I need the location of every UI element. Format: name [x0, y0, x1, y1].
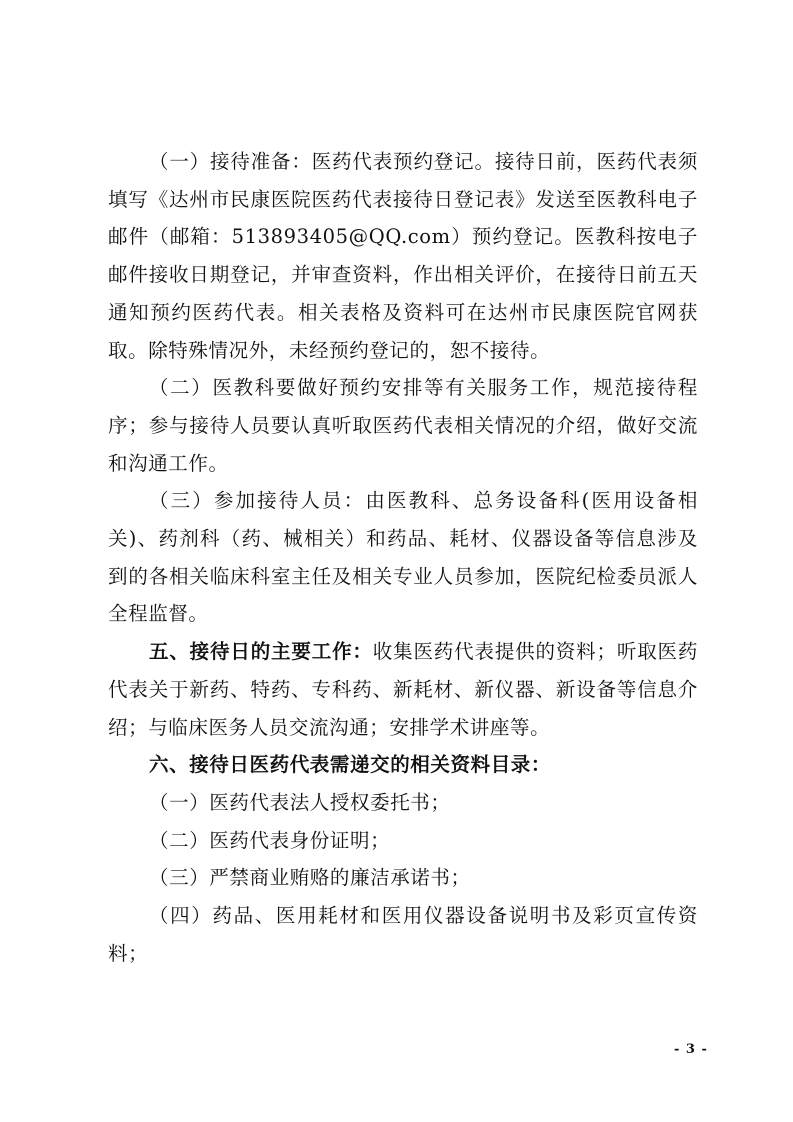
- section-five-main-work: [108, 633, 698, 746]
- list-item-product-manuals: [108, 897, 698, 972]
- paragraph-text: （三）参加接待人员：由医教科、总务设备科(医用设备相关)、药剂科（药、械相关）和药品、耗材、仪器设备等信息涉及到的各相关临床科室主任及相关专业人员参加，医院纪检委员派人全程监督。: [108, 489, 698, 626]
- list-item-authorization: [108, 784, 698, 822]
- paragraph-reception-preparation: [108, 143, 698, 369]
- page-number: - 3 -: [674, 1042, 708, 1057]
- list-item-text: （一）医药代表法人授权委托书；: [149, 790, 451, 814]
- list-item-integrity-pledge: [108, 859, 698, 897]
- list-item-text: （四）药品、医用耗材和医用仪器设备说明书及彩页宣传资料；: [108, 904, 698, 965]
- section-heading: 六、接待日医药代表需递交的相关资料目录：: [149, 753, 552, 777]
- list-item-identity-proof: [108, 822, 698, 860]
- section-six-materials-list: [108, 746, 698, 784]
- document-body: [108, 143, 698, 972]
- paragraph-text: （一）接待准备：医药代表预约登记。接待日前，医药代表须填写《达州市民康医院医药代表接待日登记表》发送至医教科电子邮件（邮箱：513893405@QQ.com）预约登记。医教科按电子邮件接收日期登记，并审查资料，作出相关评价，在接待日前五天通知预约医药代表。相关表格及资料可在达州市民康医院官网获取。除特殊情况外，未经预约登记的，恕不接待。: [108, 150, 698, 362]
- paragraph-reception-participants: [108, 482, 698, 633]
- section-heading: 五、接待日的主要工作：: [149, 640, 373, 664]
- list-item-text: （三）严禁商业贿赂的廉洁承诺书；: [149, 866, 471, 890]
- paragraph-medical-education-dept: [108, 369, 698, 482]
- paragraph-text: 收集医药代表提供的资料；听取医药代表关于新药、特药、专科药、新耗材、新仪器、新设备等信息介绍；与临床医务人员交流沟通；安排学术讲座等。: [108, 640, 698, 739]
- paragraph-text: （二）医教科要做好预约安排等有关服务工作，规范接待程序；参与接待人员要认真听取医药代表相关情况的介绍，做好交流和沟通工作。: [108, 376, 698, 475]
- list-item-text: （二）医药代表身份证明；: [149, 828, 391, 852]
